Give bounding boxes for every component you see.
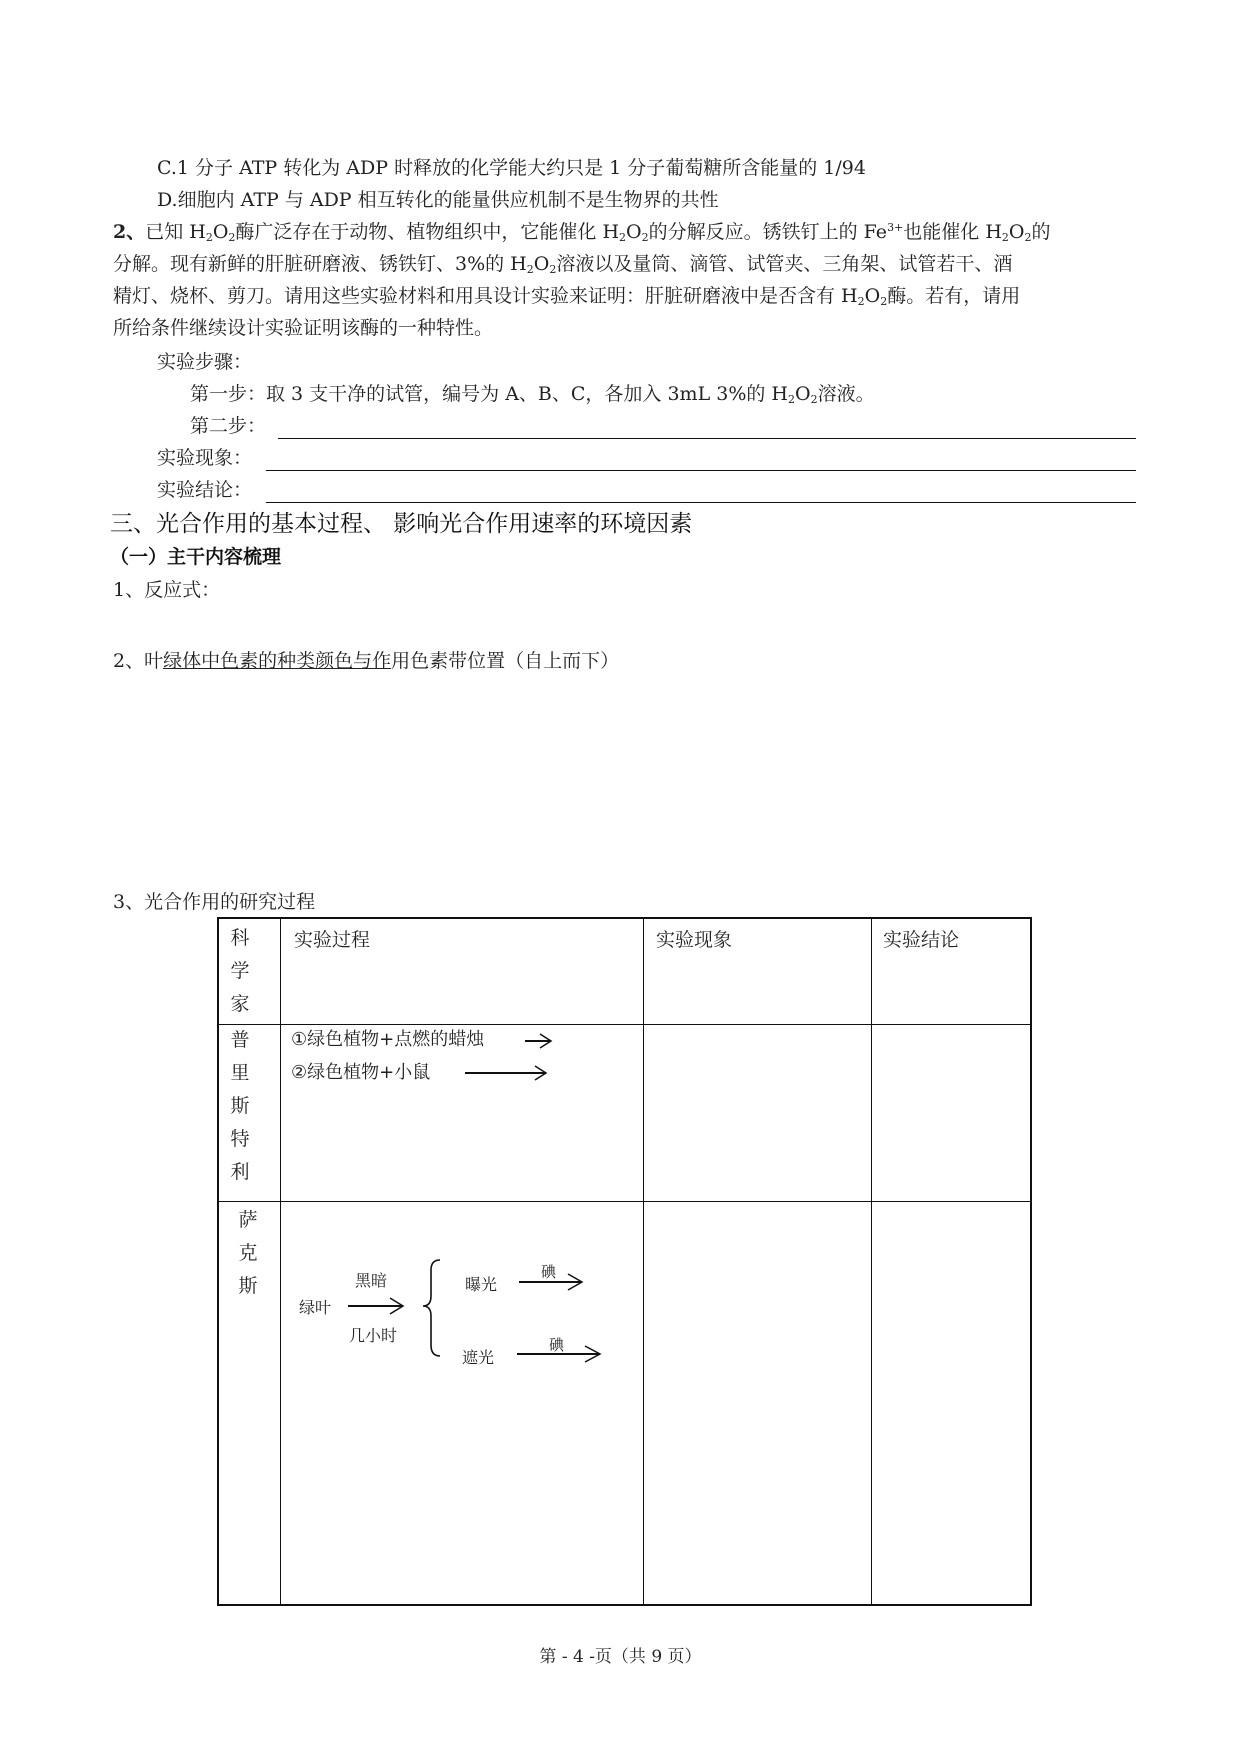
col-divider xyxy=(871,917,872,1606)
steps-label: 实验步骤： xyxy=(157,351,253,373)
text: 2、叶 xyxy=(113,650,164,672)
char: 特 xyxy=(230,1128,250,1150)
item2-pigments xyxy=(113,649,619,673)
text: O xyxy=(794,383,811,405)
sub: 2 xyxy=(810,393,818,406)
option-c: C.1 分子 ATP 转化为 ADP 时释放的化学能大约只是 1 分子葡萄糖所含能量的 1/94 xyxy=(157,157,866,179)
question2-line4: 所给条件继续设计实验证明该酶的一种特性。 xyxy=(113,317,494,339)
section-subtitle: （一）主干内容梳理 xyxy=(110,546,282,568)
sachs-exposed: 曝光 xyxy=(465,1275,498,1294)
sub: 2 xyxy=(1001,231,1009,244)
header-process: 实验过程 xyxy=(294,929,371,951)
text: 用色素带位置（自上而下） xyxy=(391,650,620,672)
section-title: 三、光合作用的基本过程、 影响光合作用速率的环境因素 xyxy=(110,511,693,537)
sup: 3+ xyxy=(887,221,904,234)
text: O xyxy=(212,221,229,243)
question2-line1 xyxy=(113,220,1050,244)
char: 斯 xyxy=(230,1095,250,1117)
sub: 2 xyxy=(549,263,557,276)
step2-answer-line[interactable] xyxy=(278,438,1136,439)
item1-reaction: 1、反应式： xyxy=(113,579,221,601)
row-divider xyxy=(217,1201,1032,1202)
sachs-dark: 黑暗 xyxy=(355,1271,388,1290)
char: 家 xyxy=(230,993,250,1015)
priestley-exp1: ①绿色植物+点燃的蜡烛 xyxy=(291,1029,485,1050)
page-footer: 第 - 4 -页（共 9 页） xyxy=(539,1647,702,1667)
text: 也能催化 H xyxy=(903,221,1002,243)
option-d: D.细胞内 ATP 与 ADP 相互转化的能量供应机制不是生物界的共性 xyxy=(157,189,719,211)
text: O xyxy=(1008,221,1025,243)
char: 里 xyxy=(230,1062,250,1084)
research-table xyxy=(217,917,1032,1606)
sachs-shaded: 遮光 xyxy=(462,1348,495,1367)
col-divider xyxy=(643,917,644,1606)
col-divider xyxy=(280,917,281,1606)
priestley-exp2: ②绿色植物+小鼠 xyxy=(291,1062,431,1083)
text: O xyxy=(533,253,550,275)
text: 的 xyxy=(1031,221,1051,243)
char: 斯 xyxy=(238,1275,258,1297)
sachs-iodine-1: 碘 xyxy=(541,1263,557,1281)
underlined-text: 绿体中色素的种类颜色与作 xyxy=(163,650,392,672)
header-scientist xyxy=(229,922,251,1021)
text: 酶。若有，请用 xyxy=(887,285,1021,307)
sub: 2 xyxy=(880,295,888,308)
sub: 2 xyxy=(857,295,865,308)
item3-research: 3、光合作用的研究过程 xyxy=(113,891,316,913)
char: 科 xyxy=(230,927,250,949)
text: 已知 H xyxy=(145,221,206,243)
char: 学 xyxy=(230,960,250,982)
header-conclusion: 实验结论 xyxy=(883,929,960,951)
char: 利 xyxy=(230,1161,250,1183)
text: 分解。现有新鲜的肝脏研磨液、锈铁钉、3%的 H xyxy=(113,253,527,275)
text: O xyxy=(864,285,881,307)
phenomenon-label: 实验现象： xyxy=(157,447,253,469)
row-divider xyxy=(217,1024,1032,1025)
question2-line3 xyxy=(113,284,1020,308)
sub: 2 xyxy=(641,231,649,244)
phenomenon-answer-line[interactable] xyxy=(266,470,1136,471)
sub: 2 xyxy=(205,231,213,244)
sub: 2 xyxy=(787,393,795,406)
text: 酶广泛存在于动物、植物组织中，它能催化 H xyxy=(235,221,620,243)
conclusion-label: 实验结论： xyxy=(157,479,253,501)
header-phenomenon: 实验现象 xyxy=(656,929,733,951)
sub: 2 xyxy=(619,231,627,244)
text: 第一步：取 3 支干净的试管，编号为 A、B、C，各加入 3mL 3%的 H xyxy=(190,383,788,405)
scientist-priestley xyxy=(229,1024,251,1189)
question-number: 2、 xyxy=(113,221,146,243)
char: 萨 xyxy=(238,1209,258,1231)
text: 精灯、烧杯、剪刀。请用这些实验材料和用具设计实验来证明：肝脏研磨液中是否含有 H xyxy=(113,285,858,307)
scientist-sachs xyxy=(237,1204,259,1303)
text: 溶液。 xyxy=(817,383,875,405)
sub: 2 xyxy=(228,231,236,244)
text: 的分解反应。锈铁钉上的 Fe xyxy=(648,221,888,243)
sub: 2 xyxy=(526,263,534,276)
step1 xyxy=(190,382,875,406)
step2-label: 第二步： xyxy=(190,415,267,437)
sachs-hours: 几小时 xyxy=(349,1326,398,1345)
conclusion-answer-line[interactable] xyxy=(266,502,1136,503)
char: 普 xyxy=(230,1029,250,1051)
text: O xyxy=(626,221,642,243)
char: 克 xyxy=(238,1242,258,1264)
sachs-green-leaf: 绿叶 xyxy=(299,1298,332,1317)
text: 溶液以及量筒、滴管、试管夹、三角架、试管若干、酒 xyxy=(556,253,1013,275)
sub: 2 xyxy=(1024,231,1032,244)
sachs-iodine-2: 碘 xyxy=(549,1336,565,1354)
question2-line2 xyxy=(113,252,1012,276)
